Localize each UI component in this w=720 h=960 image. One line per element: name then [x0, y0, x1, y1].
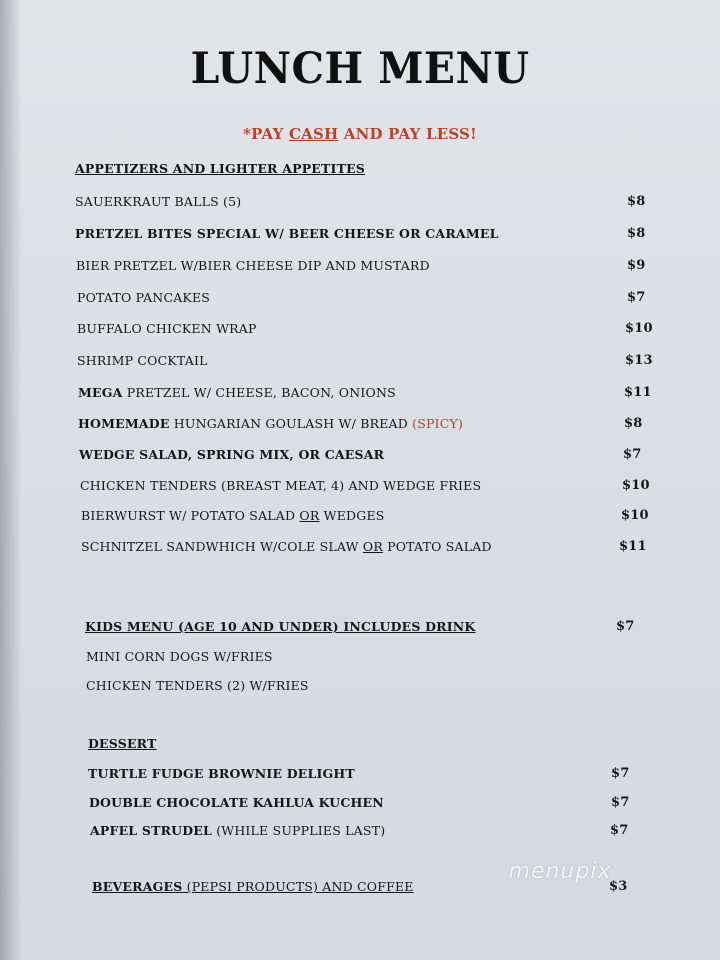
item-price: $8 — [627, 194, 646, 209]
dessert-heading-row — [0, 736, 720, 756]
item-price: $7 — [623, 447, 642, 462]
menu-item — [0, 649, 720, 669]
cash-note-cash: CASH — [288, 125, 339, 143]
menu-item — [0, 766, 720, 786]
item-name: SHRIMP COCKTAIL — [77, 353, 208, 368]
menu-item — [0, 258, 720, 278]
item-name: TURTLE FUDGE BROWNIE DELIGHT — [88, 766, 355, 781]
item-price: $13 — [625, 353, 653, 368]
item-price: $7 — [611, 795, 630, 810]
menu-item — [0, 508, 720, 528]
menu-item — [0, 353, 720, 373]
item-price: $8 — [627, 226, 646, 241]
item-name: POTATO PANCAKES — [77, 290, 211, 305]
item-price: $10 — [621, 508, 649, 523]
item-price: $11 — [624, 385, 652, 400]
menu-item — [0, 823, 720, 843]
menu-item — [0, 226, 720, 246]
menu-item — [0, 385, 720, 405]
item-name-rest: PRETZEL W/ CHEESE, BACON, ONIONS — [122, 385, 396, 400]
item-name-b: POTATO SALAD — [382, 539, 492, 554]
item-price: $11 — [619, 539, 647, 554]
kids-heading-row — [0, 619, 720, 639]
item-name — [90, 823, 385, 838]
item-name: WEDGE SALAD, SPRING MIX, OR CAESAR — [79, 447, 385, 462]
item-name: BIER PRETZEL W/BIER CHEESE DIP AND MUSTARD — [76, 258, 430, 273]
item-price: $7 — [611, 766, 630, 781]
menu-item — [0, 678, 720, 698]
item-name — [78, 385, 396, 400]
item-name-rest: (WHILE SUPPLIES LAST) — [212, 823, 386, 838]
beverages-label — [92, 879, 414, 894]
item-name — [81, 508, 385, 523]
item-price: $10 — [622, 478, 650, 493]
menu-item — [0, 447, 720, 467]
menu-item — [0, 290, 720, 310]
item-price: $10 — [625, 321, 653, 336]
item-name: CHICKEN TENDERS (BREAST MEAT, 4) AND WEDGE FRIES — [80, 478, 482, 493]
item-price: $8 — [624, 416, 643, 431]
menu-item — [0, 478, 720, 498]
cash-note-suffix: AND PAY LESS! — [338, 125, 477, 143]
item-name-spicy: (SPICY) — [412, 416, 464, 431]
menu-item — [0, 795, 720, 815]
item-name-bold: APFEL STRUDEL — [90, 823, 213, 838]
menu-item — [0, 321, 720, 341]
appetizers-heading: APPETIZERS AND LIGHTER APPETITES — [75, 161, 366, 176]
cash-note — [0, 125, 720, 143]
item-name: SAUERKRAUT BALLS (5) — [75, 194, 242, 209]
item-name — [78, 416, 463, 431]
item-name-rest: HUNGARIAN GOULASH W/ BREAD — [169, 416, 413, 431]
item-name: PRETZEL BITES SPECIAL W/ BEER CHEESE OR CARAMEL — [75, 226, 499, 241]
item-name-a: SCHNITZEL SANDWHICH W/COLE SLAW — [81, 539, 363, 554]
menupix-watermark: menupix — [508, 859, 612, 884]
menu-item — [0, 194, 720, 214]
item-name: DOUBLE CHOCOLATE KAHLUA KUCHEN — [89, 795, 384, 810]
menu-title: LUNCH MENU — [190, 44, 530, 94]
beverages-bold: BEVERAGES — [92, 879, 183, 894]
item-name-bold: HOMEMADE — [78, 416, 170, 431]
beverages-rest: (PEPSI PRODUCTS) AND COFFEE — [182, 879, 414, 894]
item-name: MINI CORN DOGS W/FRIES — [86, 649, 273, 664]
item-price: $7 — [610, 823, 629, 838]
item-name-a: BIERWURST W/ POTATO SALAD — [81, 508, 300, 523]
menu-item — [0, 416, 720, 436]
cash-note-prefix: *PAY — [243, 125, 289, 143]
item-name-bold: MEGA — [78, 385, 123, 400]
dessert-heading: DESSERT — [88, 736, 157, 751]
item-name-or: OR — [299, 508, 320, 523]
kids-heading: KIDS MENU (AGE 10 AND UNDER) INCLUDES DRINK — [85, 619, 476, 634]
menu-item — [0, 539, 720, 559]
item-name-or: OR — [362, 539, 383, 554]
item-name — [81, 539, 492, 554]
item-name: CHICKEN TENDERS (2) W/FRIES — [86, 678, 309, 693]
kids-price: $7 — [616, 619, 635, 634]
item-name: BUFFALO CHICKEN WRAP — [77, 321, 257, 336]
item-price: $9 — [627, 258, 646, 273]
appetizers-heading-row — [0, 161, 720, 181]
item-price: $7 — [627, 290, 646, 305]
beverages-price: $3 — [609, 879, 628, 894]
item-name-b: WEDGES — [319, 508, 385, 523]
